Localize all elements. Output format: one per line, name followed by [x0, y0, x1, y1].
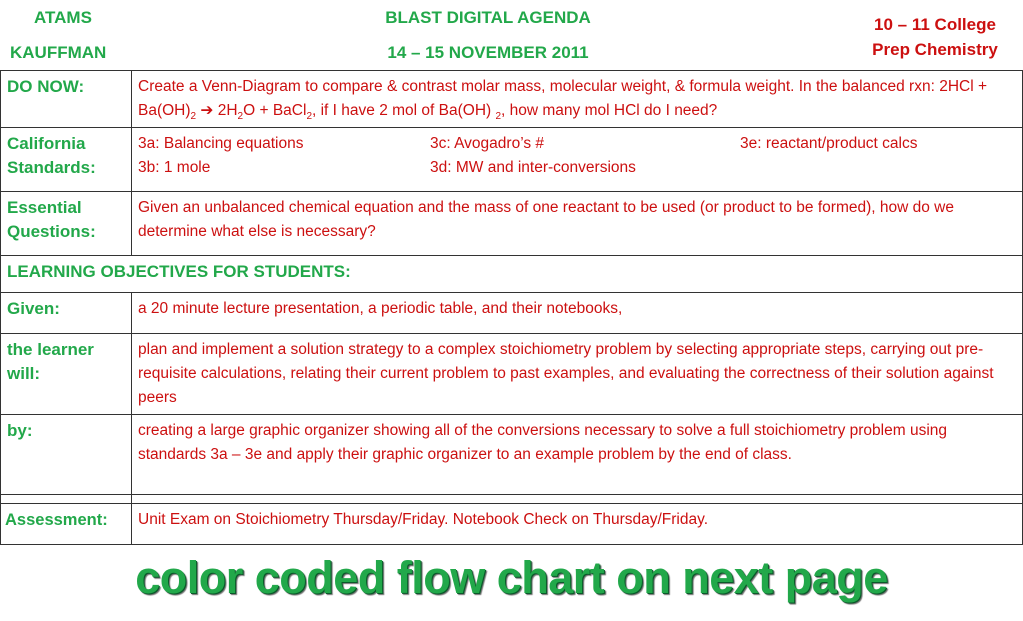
arrow-icon: ➔ — [200, 102, 214, 119]
standard-item: 3c: Avogadro’s # — [430, 135, 545, 152]
table-row — [1, 293, 1023, 334]
do-now-text: Create a Venn-Diagram to compare & contrast molar mass, molecular weight, & formula weight. In the balanced rxn: $2HCl + Ba(OH)_2$ ➔ $2H_2O$ + BaCl$_2$, if I have 2 mol of Ba(OH) $_2$, how many mol HCl do I need? — [132, 71, 1023, 128]
table-row — [1, 495, 1023, 504]
table-row — [1, 504, 1023, 545]
standard-item: 3d: MW and inter-conversions — [430, 159, 636, 176]
by-label: by: — [1, 415, 132, 495]
standards-label: California Standards: — [1, 128, 132, 192]
standard-item: 3a: Balancing equations — [138, 135, 304, 152]
standards-list — [132, 128, 1023, 192]
standard-item: 3b: 1 mole — [138, 159, 211, 176]
spacer-cell — [1, 495, 132, 504]
table-row — [1, 256, 1023, 293]
essential-text: Given an unbalanced chemical equation and the mass of one reactant to be used (or product to be formed), how do we determine what else is necessary? — [132, 192, 1023, 256]
school-name: ATAMS — [34, 8, 92, 27]
learner-label: the learner will: — [1, 334, 132, 415]
given-text: a 20 minute lecture presentation, a periodic table, and their notebooks, — [132, 293, 1023, 334]
learner-text: plan and implement a solution strategy to a complex stoichiometry problem by selecting appropriate steps, carrying out pre-requisite calculations, relating their current problem to past examples, and evaluating the correctness of their solution against peers — [132, 334, 1023, 415]
course-name — [848, 12, 1022, 62]
do-now-label: DO NOW: — [1, 71, 132, 128]
table-row — [1, 128, 1023, 192]
spacer-cell — [132, 495, 1023, 504]
assessment-label: Assessment: — [1, 504, 132, 545]
course-line-2: Prep Chemistry — [872, 40, 998, 59]
standard-item: 3e: reactant/product calcs — [740, 135, 918, 152]
course-line-1: 10 – 11 College — [874, 15, 996, 34]
objectives-heading: LEARNING OBJECTIVES FOR STUDENTS: — [1, 256, 1023, 293]
agenda-table — [0, 70, 1023, 545]
agenda-title: BLAST DIGITAL AGENDA — [385, 8, 591, 27]
agenda-date: 14 – 15 NOVEMBER 2011 — [387, 43, 589, 62]
table-row — [1, 71, 1023, 128]
teacher-name: KAUFFMAN — [10, 43, 107, 62]
essential-label: Essential Questions: — [1, 192, 132, 256]
assessment-text: Unit Exam on Stoichiometry Thursday/Friday. Notebook Check on Thursday/Friday. — [132, 504, 1023, 545]
by-text: creating a large graphic organizer showing all of the conversions necessary to solve a full stoichiometry problem using standards 3a – 3e and apply their graphic organizer to an example problem by the end of class. — [132, 415, 1023, 495]
table-row — [1, 334, 1023, 415]
table-row — [1, 192, 1023, 256]
flow-chart-note: color coded flow chart on next page — [135, 552, 888, 603]
table-row — [1, 415, 1023, 495]
given-label: Given: — [1, 293, 132, 334]
